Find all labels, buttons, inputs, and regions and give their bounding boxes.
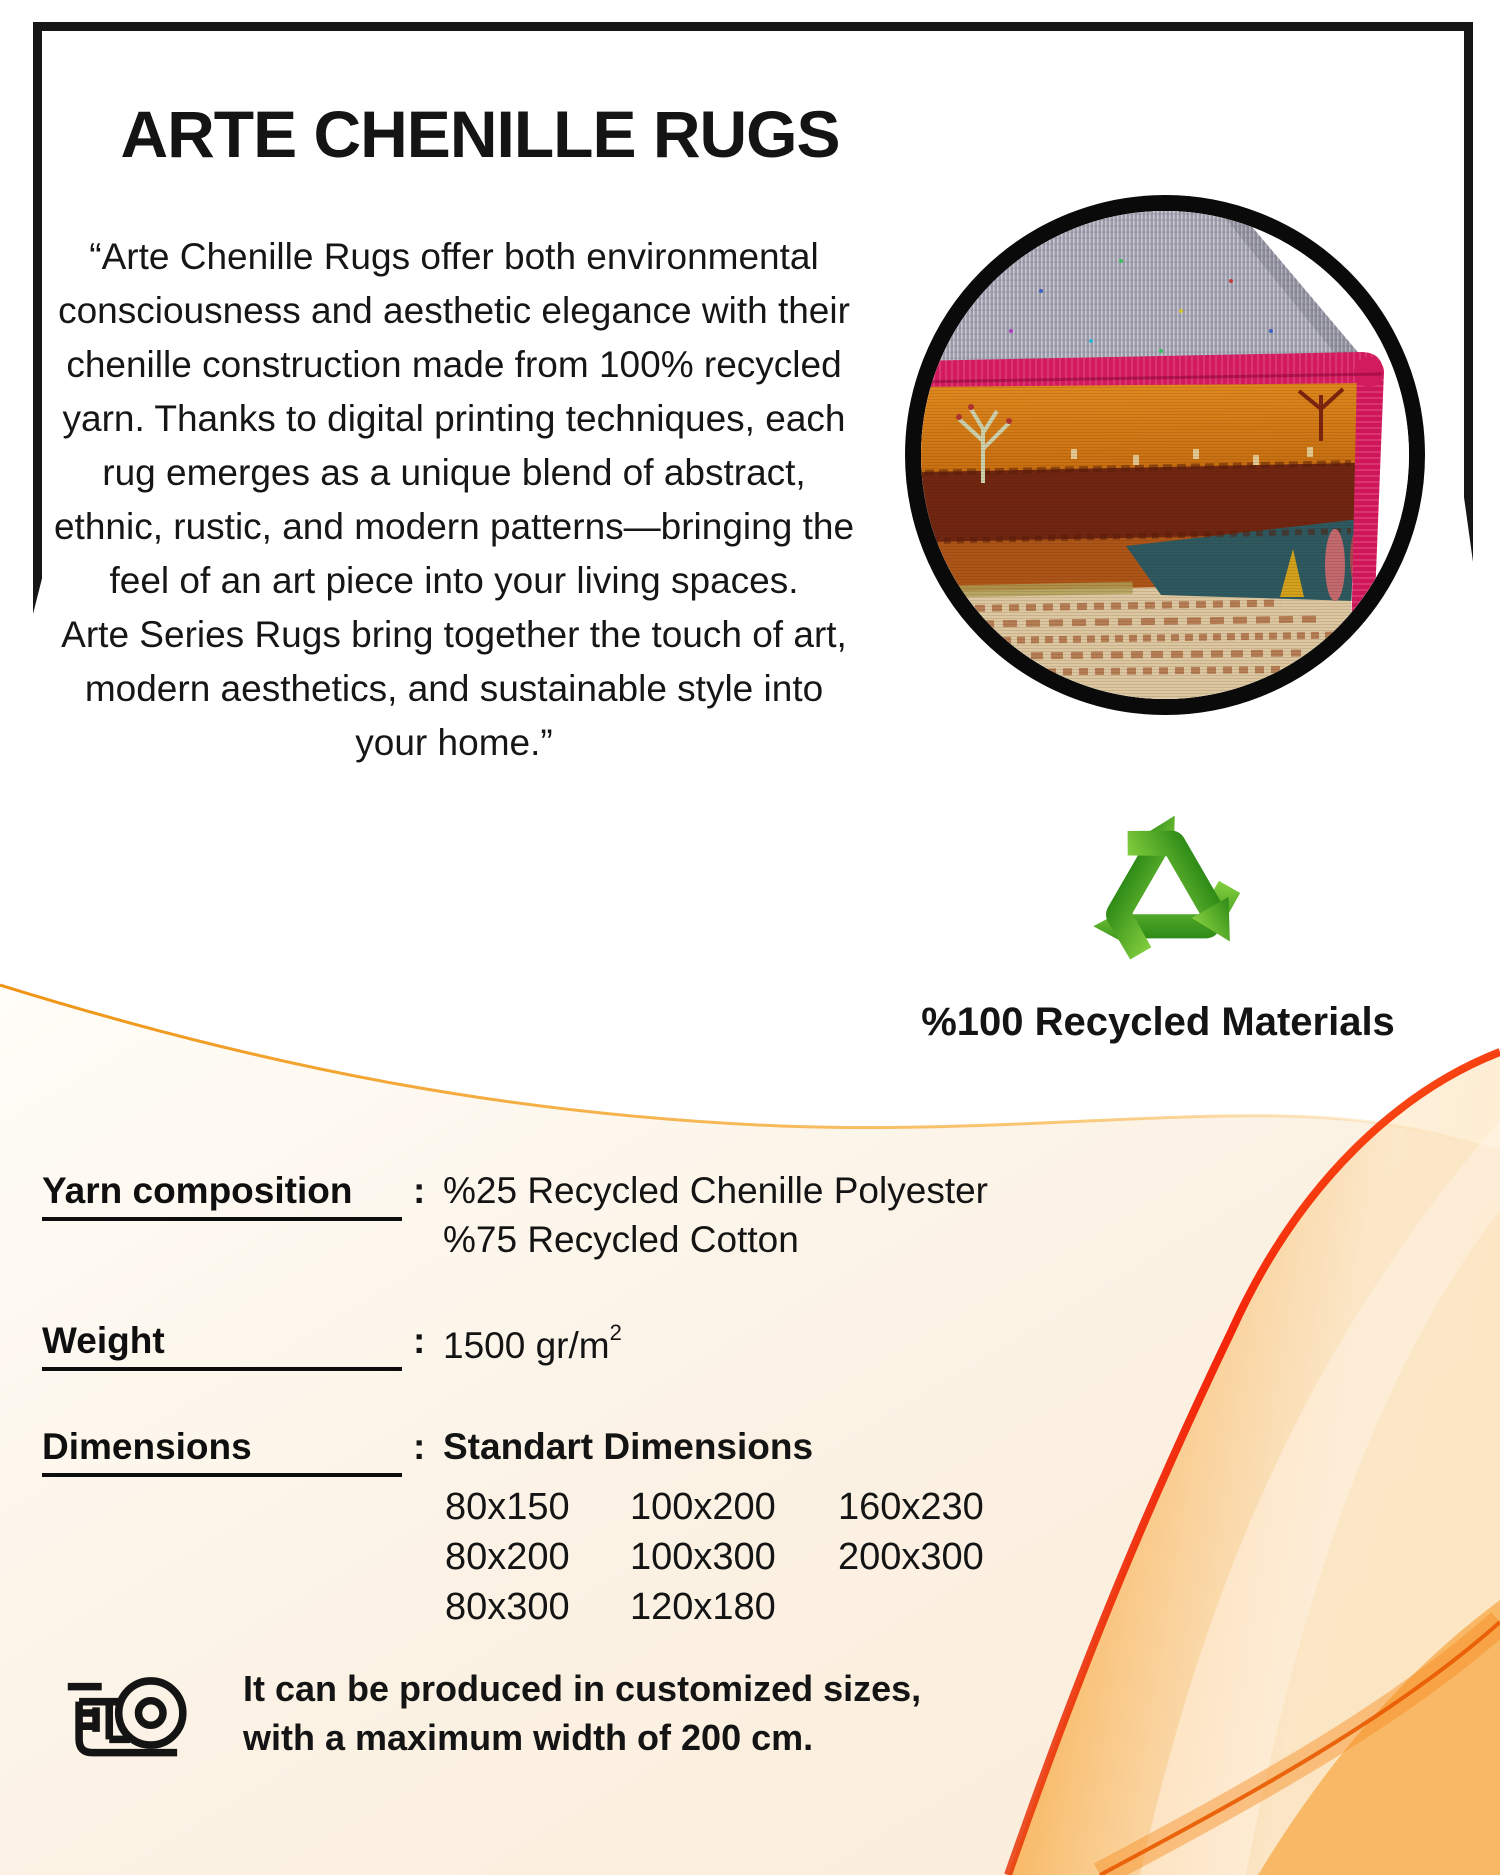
description-paragraph-2: Arte Series Rugs bring together the touch of art, modern aesthetics, and sustainable style into your home.” [61, 614, 847, 763]
spec-row-dimensions [42, 1426, 814, 1477]
size-cell [838, 1586, 1058, 1636]
page-title: ARTE CHENILLE RUGS [120, 97, 840, 171]
standard-sizes-grid [445, 1486, 1058, 1636]
rug-corner-image [921, 211, 1409, 699]
dimensions-label: Dimensions [42, 1426, 402, 1477]
spec-row-weight [42, 1320, 622, 1371]
product-description [48, 230, 860, 770]
size-cell: 100x300 [630, 1536, 776, 1578]
recycle-icon [1063, 784, 1269, 1002]
spec-row-yarn [42, 1170, 988, 1260]
description-paragraph-1: “Arte Chenille Rugs offer both environmental consciousness and aesthetic elegance with their chenille construction made from 100% recycled yarn. Thanks to digital printing techniques, each rug emerges as a unique blend of abstract, ethnic, rustic, and modern patterns—bringing the feel of an art piece into your living spaces. [53, 236, 855, 601]
size-cell: 100x200 [630, 1486, 776, 1528]
rug-photo-circle [905, 195, 1425, 715]
size-cell: 80x300 [445, 1586, 570, 1628]
size-cell: 80x150 [445, 1486, 570, 1528]
recycled-materials-label: %100 Recycled Materials [921, 1000, 1395, 1044]
weight-value: 1500 $gr/m^2$ [443, 1320, 622, 1366]
size-cell: 120x180 [630, 1586, 776, 1628]
yarn-composition-label: Yarn composition [42, 1170, 402, 1221]
note-line-1: It can be produced in customized sizes, [243, 1668, 922, 1709]
weight-label: Weight [42, 1320, 402, 1371]
yarn-value-line1: %25 Recycled Chenille Polyester [443, 1170, 988, 1211]
tape-measure-icon [64, 1662, 196, 1764]
size-cell: 80x200 [445, 1536, 570, 1578]
weight-colon: : [413, 1320, 426, 1361]
frame-right-border [1464, 22, 1473, 562]
custom-size-note [243, 1664, 1143, 1762]
size-cell: 200x300 [838, 1536, 984, 1578]
dimensions-colon: : [413, 1426, 426, 1467]
weight-superscript: 2 [609, 1320, 622, 1345]
yarn-colon: : [413, 1170, 426, 1211]
note-line-2: with a maximum width of 200 cm. [243, 1717, 814, 1758]
frame-top-border [33, 22, 1473, 31]
dimensions-value: Standart Dimensions [443, 1426, 814, 1467]
yarn-value-line2: %75 Recycled Cotton [443, 1219, 799, 1260]
size-cell: 160x230 [838, 1486, 984, 1528]
